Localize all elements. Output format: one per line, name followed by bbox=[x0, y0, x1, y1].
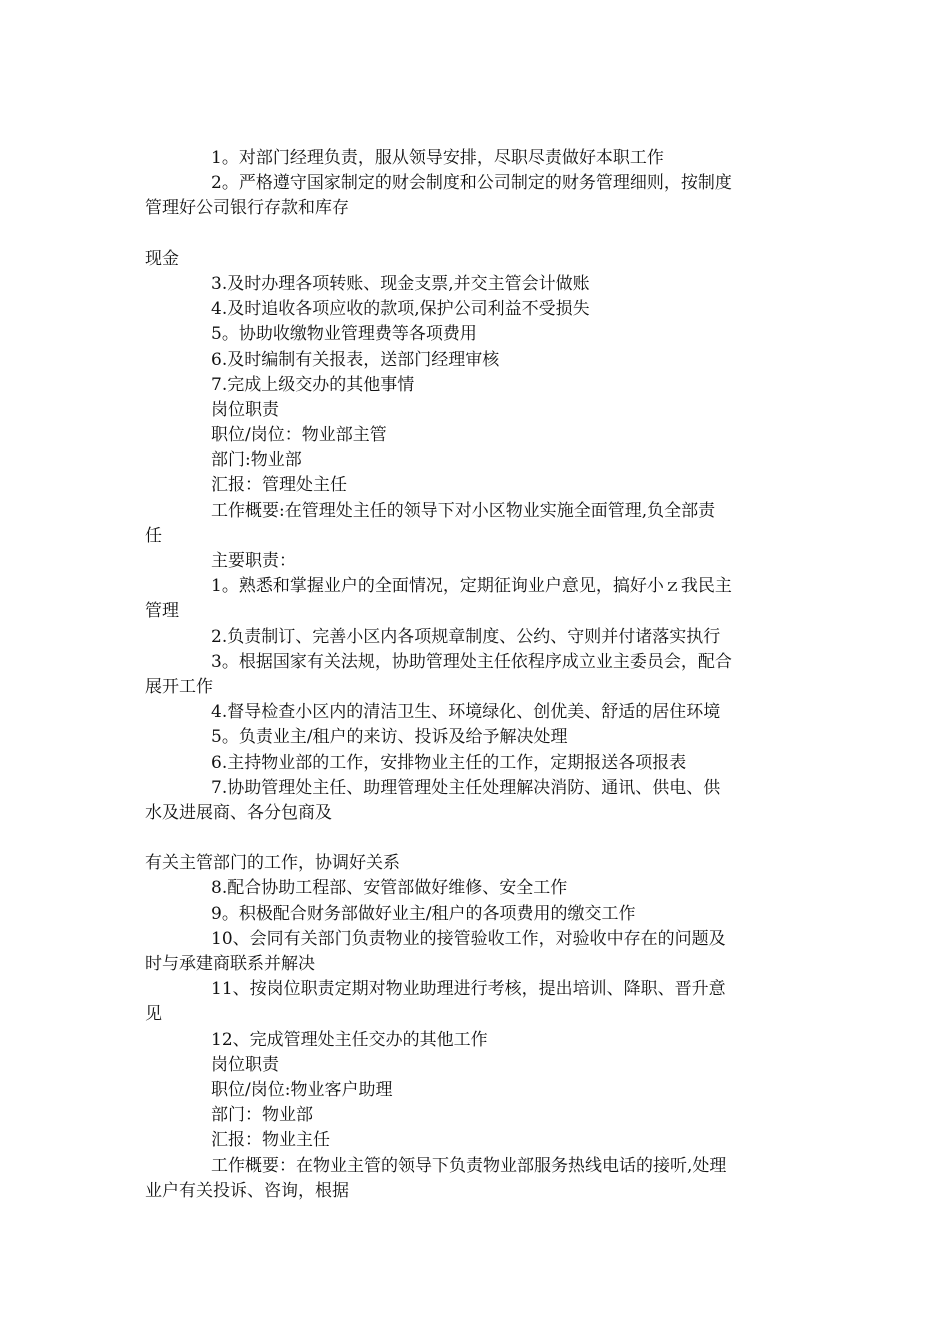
text-line: 7.协助管理处主任、助理管理处主任处理解决消防、通讯、供电、供 bbox=[211, 777, 721, 798]
text-line: 现金 bbox=[145, 248, 179, 269]
text-line: 有关主管部门的工作，协调好关系 bbox=[145, 853, 400, 874]
text-line: 5。协助收缴物业管理费等各项费用 bbox=[211, 324, 477, 345]
text-line: 6.及时编制有关报表，送部门经理审核 bbox=[211, 349, 500, 370]
text-line: 时与承建商联系并解决 bbox=[145, 954, 315, 974]
section-heading: 岗位职责 bbox=[211, 1054, 279, 1075]
text-line: 6.主持物业部的工作，安排物业主任的工作，定期报送各项报表 bbox=[211, 752, 687, 773]
text-line: 7.完成上级交办的其他事情 bbox=[211, 374, 415, 395]
text-line: 1。对部门经理负责，服从领导安排，尽职尽责做好本职工作 bbox=[211, 148, 664, 168]
text-line: 2。严格遵守国家制定的财会制度和公司制定的财务管理细则，按制度 bbox=[211, 173, 732, 194]
text-line: 5。负责业主/租户的来访、投诉及给予解决处理 bbox=[211, 727, 568, 748]
text-line: 8.配合协助工程部、安管部做好维修、安全工作 bbox=[211, 878, 568, 899]
blank-line bbox=[145, 826, 805, 851]
text-line: 2.负责制订、完善小区内各项规章制度、公约、守则并付诸落实执行 bbox=[211, 626, 721, 647]
text-line: 11、按岗位职责定期对物业助理进行考核，提出培训、降职、晋升意 bbox=[211, 979, 726, 1000]
text-line: 4.及时追收各项应收的款项,保护公司利益不受损失 bbox=[211, 299, 590, 320]
blank-line bbox=[145, 222, 805, 247]
text-line: 4.督导检查小区内的清洁卫生、环境绿化、创优美、舒适的居住环境 bbox=[211, 702, 721, 723]
text-line: 职位/岗位:物业客户助理 bbox=[211, 1079, 393, 1100]
text-line: 管理好公司银行存款和库存 bbox=[145, 198, 349, 219]
text-line: 主要职责： bbox=[211, 551, 296, 571]
text-line: 汇报：管理处主任 bbox=[211, 475, 347, 496]
text-line: 工作概要:在管理处主任的领导下对小区物业实施全面管理,负全部责 bbox=[211, 500, 716, 521]
text-line: 任 bbox=[145, 525, 162, 546]
text-line: 9。积极配合财务部做好业主/租户的各项费用的缴交工作 bbox=[211, 903, 636, 924]
section-heading: 岗位职责 bbox=[211, 399, 279, 420]
text-line: 水及进展商、各分包商及 bbox=[145, 802, 332, 823]
text-line: 职位/岗位：物业部主管 bbox=[211, 425, 387, 446]
text-line: 部门:物业部 bbox=[211, 450, 302, 471]
text-line: 业户有关投诉、咨询，根据 bbox=[145, 1180, 349, 1201]
text-line: 10、会同有关部门负责物业的接管验收工作，对验收中存在的问题及 bbox=[211, 928, 726, 949]
text-line: 工作概要：在物业主管的领导下负责物业部服务热线电话的接听,处理 bbox=[211, 1155, 727, 1176]
text-line: 3。根据国家有关法规，协助管理处主任依程序成立业主委员会，配合 bbox=[211, 651, 732, 672]
text-line: 部门：物业部 bbox=[211, 1105, 313, 1126]
document-page bbox=[145, 146, 805, 1204]
text-line: 汇报：物业主任 bbox=[211, 1130, 330, 1151]
text-line: 见 bbox=[145, 1004, 162, 1025]
text-line: 1。熟悉和掌握业户的全面情况，定期征询业户意见，搞好小ｚ我民主 bbox=[211, 576, 732, 597]
text-line: 展开工作 bbox=[145, 676, 213, 697]
text-line: 管理 bbox=[145, 601, 179, 622]
text-line: 12、完成管理处主任交办的其他工作 bbox=[211, 1029, 488, 1050]
text-line: 3.及时办理各项转账、现金支票,并交主管会计做账 bbox=[211, 273, 590, 294]
